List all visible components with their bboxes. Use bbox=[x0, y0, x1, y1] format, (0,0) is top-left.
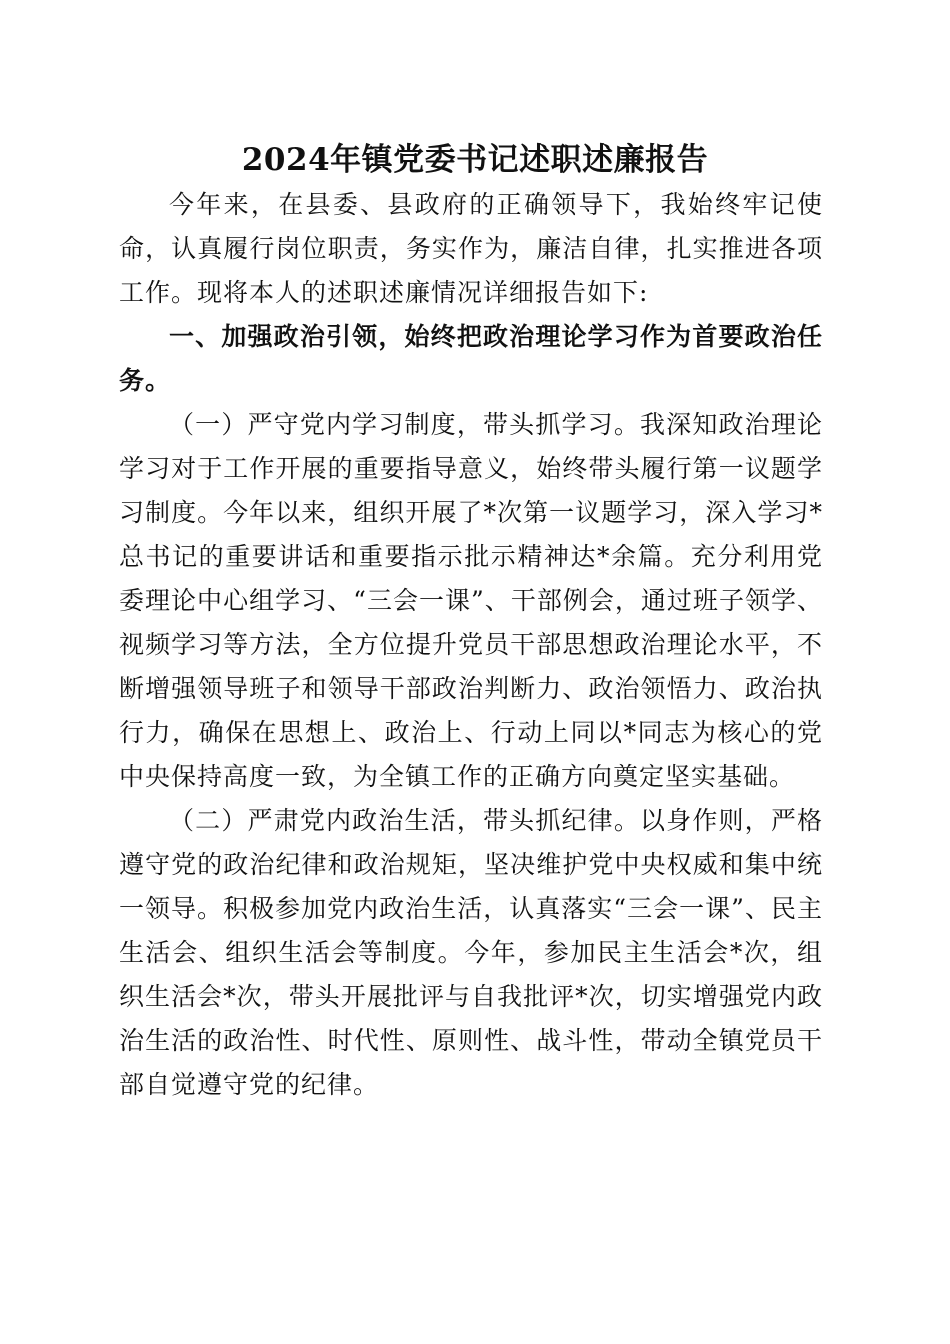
section-heading-1: 一、加强政治引领，始终把政治理论学习作为首要政治任务。 bbox=[119, 322, 823, 395]
subsection-paragraph-2: （二）严肃党内政治生活，带头抓纪律。以身作则，严格遵守党的政治纪律和政治规矩，坚决维护党中央权威和集中统一领导。积极参加党内政治生活，认真落实“三会一课”、民主生活会、组织生活会等制度。今年，参加民主生活会*次，组织生活会*次，带头开展批评与自我批评*次，切实增强党内政治生活的政治性、时代性、原则性、战斗性，带动全镇党员干部自觉遵守党的纪律。 bbox=[119, 806, 823, 1099]
document-body bbox=[119, 183, 823, 1107]
intro-paragraph: 今年来，在县委、县政府的正确领导下，我始终牢记使命，认真履行岗位职责，务实作为，廉洁自律，扎实推进各项工作。现将本人的述职述廉情况详细报告如下: bbox=[119, 190, 823, 307]
document-title: 2024年镇党委书记述职述廉报告 bbox=[241, 142, 709, 178]
subsection-paragraph-1: （一）严守党内学习制度，带头抓学习。我深知政治理论学习对于工作开展的重要指导意义，始终带头履行第一议题学习制度。今年以来，组织开展了*次第一议题学习，深入学习*总书记的重要讲话和重要指示批示精神达*余篇。充分利用党委理论中心组学习、“三会一课”、干部例会，通过班子领学、视频学习等方法，全方位提升党员干部思想政治理论水平，不断增强领导班子和领导干部政治判断力、政治领悟力、政治执行力，确保在思想上、政治上、行动上同以*同志为核心的党中央保持高度一致，为全镇工作的正确方向奠定坚实基础。 bbox=[119, 410, 823, 791]
